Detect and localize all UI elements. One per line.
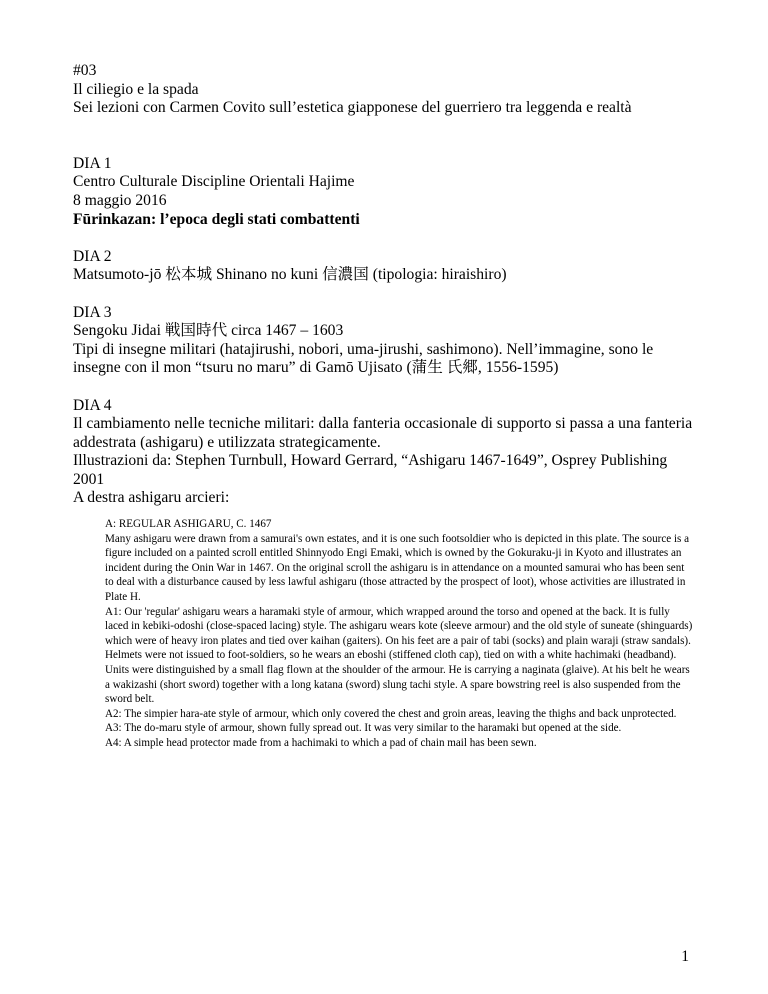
quote-paragraph: Many ashigaru were drawn from a samurai's own estates, and it is one such footsoldier who is depicted in this plate. The source is a figure included on a painted scroll entitled Shinnyodo Engi Emaki, which is owned by the Gokuraku-ji in Kyoto and illustrates an incident during the Onin War in 1467. On the original scroll the ashigaru is in attendance on a mounted samurai who has been sent to deal with a disturbance caused by less lawful ashigaru (those attracted by the prospect of loot), whose activities are illustrated in Plate H. <box>105 532 690 604</box>
dia2-text: Matsumoto-jō 松本城 Shinano no kuni 信濃国 (tipologia: hiraishiro) <box>73 266 507 284</box>
dia1-date: 8 maggio 2016 <box>73 191 167 209</box>
dia2-heading: DIA 2 <box>73 247 112 265</box>
dia1-venue: Centro Culturale Discipline Orientali Hajime <box>73 173 355 191</box>
document-page <box>73 62 693 751</box>
quote-a1: A1: Our 'regular' ashigaru wears a haramaki style of armour, which wrapped around the torso and opened at the back. It is fully laced in kebiki-odoshi (close-spaced lacing) style. The ashigaru wears kote (sleeve armour) and the old style of suneate (shinguards) which were of heavy iron plates and tied over kaihan (gaiters). On his feet are a pair of tabi (socks) and plain waraji (straw sandals). Helmets were not issued to foot-soldiers, so he wears an eboshi (stiffened cloth cap), tied on with a white hachimaki (headband). Units were distinguished by a small flag flown at the shoulder of the armour. He is carrying a naginata (glaive). At his belt he wears a wakizashi (short sword) together with a long katana (sword) slung tachi style. A spare bowstring reel is also suspended from the sword belt. <box>105 605 693 706</box>
dia4-text: Il cambiamento nelle tecniche militari: dalla fanteria occasionale di supporto si passa a una fanteria addestrata (ashigaru) e utilizzata strategicamente. <box>73 415 693 451</box>
dia4-heading: DIA 4 <box>73 396 112 414</box>
dia1-heading: DIA 1 <box>73 154 112 172</box>
series-title: Il ciliegio e la spada <box>73 80 199 98</box>
dia4-right-caption: A destra ashigaru arcieri: <box>73 489 230 507</box>
page-number: 1 <box>681 948 689 965</box>
dia3-period: Sengoku Jidai 戦国時代 circa 1467 – 1603 <box>73 322 344 340</box>
dia4-source: Illustrazioni da: Stephen Turnbull, Howard Gerrard, “Ashigaru 1467-1649”, Osprey Publishing 2001 <box>73 452 668 488</box>
dia3-text: Tipi di insegne militari (hatajirushi, nobori, uma-jirushi, sashimono). Nell’immagine, sono le insegne con il mon “tsuru no maru” di Gamō Ujisato (蒲生 氏郷, 1556-1595) <box>73 340 654 377</box>
lesson-number: #03 <box>73 62 97 79</box>
quote-title: A: REGULAR ASHIGARU, C. 1467 <box>105 518 272 531</box>
quoted-plate-description <box>105 517 695 751</box>
quote-a3: A3: The do-maru style of armour, shown fully spread out. It was very similar to the haramaki but opened at the side. <box>105 722 622 735</box>
quote-a4: A4: A simple head protector made from a hachimaki to which a pad of chain mail has been sewn. <box>105 736 537 749</box>
quote-a2: A2: The simpier hara-ate style of armour, which only covered the chest and groin areas, leaving the thighs and back unprotected. <box>105 707 677 720</box>
dia1-topic: Fūrinkazan: l’epoca degli stati combattenti <box>73 210 360 228</box>
dia3-heading: DIA 3 <box>73 303 112 321</box>
series-subtitle: Sei lezioni con Carmen Covito sull’estetica giapponese del guerriero tra leggenda e realtà <box>73 99 632 117</box>
